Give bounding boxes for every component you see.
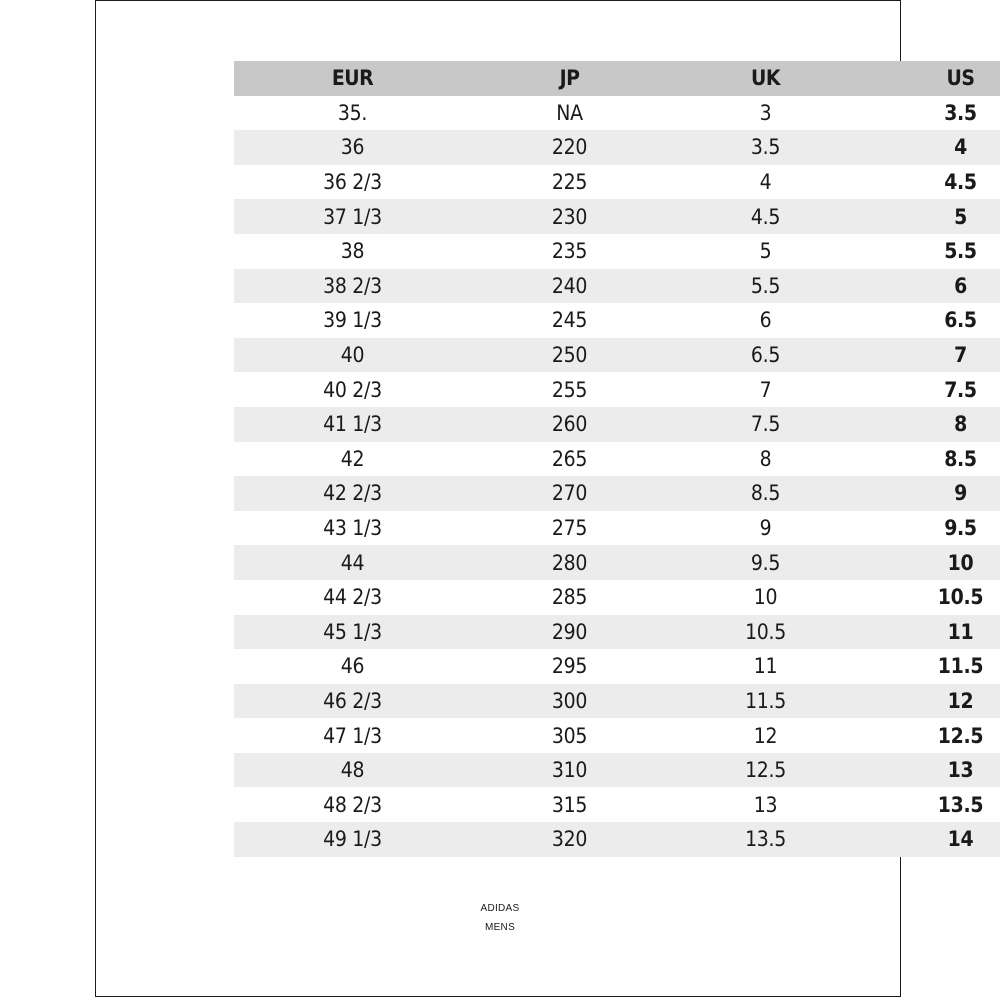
table-row bbox=[234, 718, 1000, 753]
cell-jp: 285 bbox=[551, 585, 588, 610]
table-row bbox=[234, 684, 1000, 719]
cell-us: 9 bbox=[954, 481, 967, 506]
cell-uk: 6.5 bbox=[750, 343, 781, 368]
cell-jp: 240 bbox=[551, 273, 588, 298]
cell-eur: 37 1/3 bbox=[323, 204, 382, 229]
cell-jp: 300 bbox=[551, 688, 588, 713]
cell-eur: 36 bbox=[340, 135, 365, 160]
cell-us: 4.5 bbox=[944, 170, 977, 195]
table-row bbox=[234, 269, 1000, 304]
cell-jp: 295 bbox=[551, 654, 588, 679]
cell-eur: 36 2/3 bbox=[323, 170, 382, 195]
column-header-us: US bbox=[946, 66, 975, 91]
table-row bbox=[234, 234, 1000, 269]
cell-eur: 42 bbox=[340, 446, 365, 471]
table-row bbox=[234, 372, 1000, 407]
cell-uk: 12 bbox=[753, 723, 778, 748]
cell-uk: 12.5 bbox=[745, 758, 786, 783]
table-header bbox=[234, 61, 1000, 96]
cell-jp: 225 bbox=[551, 170, 588, 195]
cell-uk: 4.5 bbox=[750, 204, 781, 229]
cell-jp: 260 bbox=[551, 412, 588, 437]
cell-jp: 275 bbox=[551, 516, 588, 541]
cell-jp: 220 bbox=[551, 135, 588, 160]
cell-eur: 49 1/3 bbox=[323, 827, 382, 852]
cell-us: 10.5 bbox=[937, 585, 984, 610]
cell-jp: 280 bbox=[551, 550, 588, 575]
cell-eur: 40 bbox=[340, 343, 365, 368]
table-row bbox=[234, 442, 1000, 477]
cell-uk: 8 bbox=[759, 446, 772, 471]
table-row bbox=[234, 580, 1000, 615]
cell-eur: 38 2/3 bbox=[323, 273, 382, 298]
cell-uk: 9.5 bbox=[750, 550, 781, 575]
category-label: MENS bbox=[484, 922, 516, 933]
cell-eur: 46 2/3 bbox=[323, 688, 382, 713]
cell-eur: 47 1/3 bbox=[323, 723, 382, 748]
cell-uk: 7 bbox=[759, 377, 772, 402]
cell-uk: 13.5 bbox=[745, 827, 786, 852]
cell-uk: 5 bbox=[759, 239, 772, 264]
cell-us: 7 bbox=[954, 343, 967, 368]
cell-eur: 44 bbox=[340, 550, 365, 575]
table-row bbox=[234, 476, 1000, 511]
table-row bbox=[234, 199, 1000, 234]
header-row bbox=[234, 61, 1000, 96]
cell-jp: 250 bbox=[551, 343, 588, 368]
table-row bbox=[234, 753, 1000, 788]
column-header-uk: UK bbox=[751, 66, 780, 91]
table-row bbox=[234, 511, 1000, 546]
cell-us: 9.5 bbox=[944, 516, 977, 541]
cell-eur: 42 2/3 bbox=[323, 481, 382, 506]
cell-us: 4 bbox=[954, 135, 967, 160]
table-row bbox=[234, 787, 1000, 822]
cell-uk: 7.5 bbox=[750, 412, 781, 437]
cell-uk: 3.5 bbox=[750, 135, 781, 160]
cell-eur: 40 2/3 bbox=[323, 377, 382, 402]
cell-eur: 48 2/3 bbox=[323, 792, 382, 817]
cell-us: 12.5 bbox=[937, 723, 984, 748]
cell-eur: 45 1/3 bbox=[323, 619, 382, 644]
cell-uk: 10.5 bbox=[745, 619, 786, 644]
cell-us: 6.5 bbox=[944, 308, 977, 333]
cell-eur: 44 2/3 bbox=[323, 585, 382, 610]
cell-us: 11 bbox=[947, 619, 974, 644]
table-row bbox=[234, 130, 1000, 165]
cell-us: 5.5 bbox=[944, 239, 977, 264]
cell-us: 14 bbox=[947, 827, 974, 852]
cell-eur: 43 1/3 bbox=[323, 516, 382, 541]
table-row bbox=[234, 822, 1000, 857]
cell-uk: 9 bbox=[759, 516, 772, 541]
column-header-jp: JP bbox=[559, 66, 580, 91]
cell-uk: 3 bbox=[759, 100, 772, 125]
table-row bbox=[234, 96, 1000, 131]
cell-eur: 38 bbox=[340, 239, 365, 264]
cell-us: 5 bbox=[954, 204, 967, 229]
cell-us: 3.5 bbox=[944, 100, 977, 125]
cell-jp: 265 bbox=[551, 446, 588, 471]
table-row bbox=[234, 303, 1000, 338]
table-row bbox=[234, 649, 1000, 684]
cell-eur: 46 bbox=[340, 654, 365, 679]
table-row bbox=[234, 338, 1000, 373]
cell-uk: 8.5 bbox=[750, 481, 781, 506]
cell-eur: 35. bbox=[337, 100, 368, 125]
cell-us: 13.5 bbox=[937, 792, 984, 817]
table-row bbox=[234, 165, 1000, 200]
cell-uk: 11 bbox=[753, 654, 778, 679]
cell-jp: 245 bbox=[551, 308, 588, 333]
table-body bbox=[234, 96, 1000, 857]
cell-us: 10 bbox=[947, 550, 974, 575]
cell-eur: 39 1/3 bbox=[323, 308, 382, 333]
cell-jp: 320 bbox=[551, 827, 588, 852]
cell-jp: 270 bbox=[551, 481, 588, 506]
cell-uk: 6 bbox=[759, 308, 772, 333]
brand-label: ADIDAS bbox=[480, 903, 520, 914]
cell-uk: 13 bbox=[753, 792, 778, 817]
cell-eur: 41 1/3 bbox=[323, 412, 382, 437]
cell-eur: 48 bbox=[340, 758, 365, 783]
cell-us: 12 bbox=[947, 688, 974, 713]
cell-jp: 290 bbox=[551, 619, 588, 644]
cell-us: 8 bbox=[954, 412, 967, 437]
cell-jp: 235 bbox=[551, 239, 588, 264]
cell-uk: 11.5 bbox=[745, 688, 786, 713]
table-row bbox=[234, 407, 1000, 442]
cell-jp: 310 bbox=[551, 758, 588, 783]
size-chart-table bbox=[234, 61, 1000, 857]
cell-us: 13 bbox=[947, 758, 974, 783]
cell-us: 6 bbox=[954, 273, 967, 298]
cell-jp: 230 bbox=[551, 204, 588, 229]
cell-us: 11.5 bbox=[937, 654, 984, 679]
table-row bbox=[234, 545, 1000, 580]
cell-us: 8.5 bbox=[944, 446, 977, 471]
cell-uk: 5.5 bbox=[750, 273, 781, 298]
cell-jp: NA bbox=[556, 100, 583, 125]
column-header-eur: EUR bbox=[331, 66, 374, 91]
cell-uk: 10 bbox=[753, 585, 778, 610]
cell-jp: 315 bbox=[551, 792, 588, 817]
table-row bbox=[234, 615, 1000, 650]
cell-jp: 305 bbox=[551, 723, 588, 748]
cell-us: 7.5 bbox=[944, 377, 977, 402]
cell-jp: 255 bbox=[551, 377, 588, 402]
cell-uk: 4 bbox=[759, 170, 772, 195]
